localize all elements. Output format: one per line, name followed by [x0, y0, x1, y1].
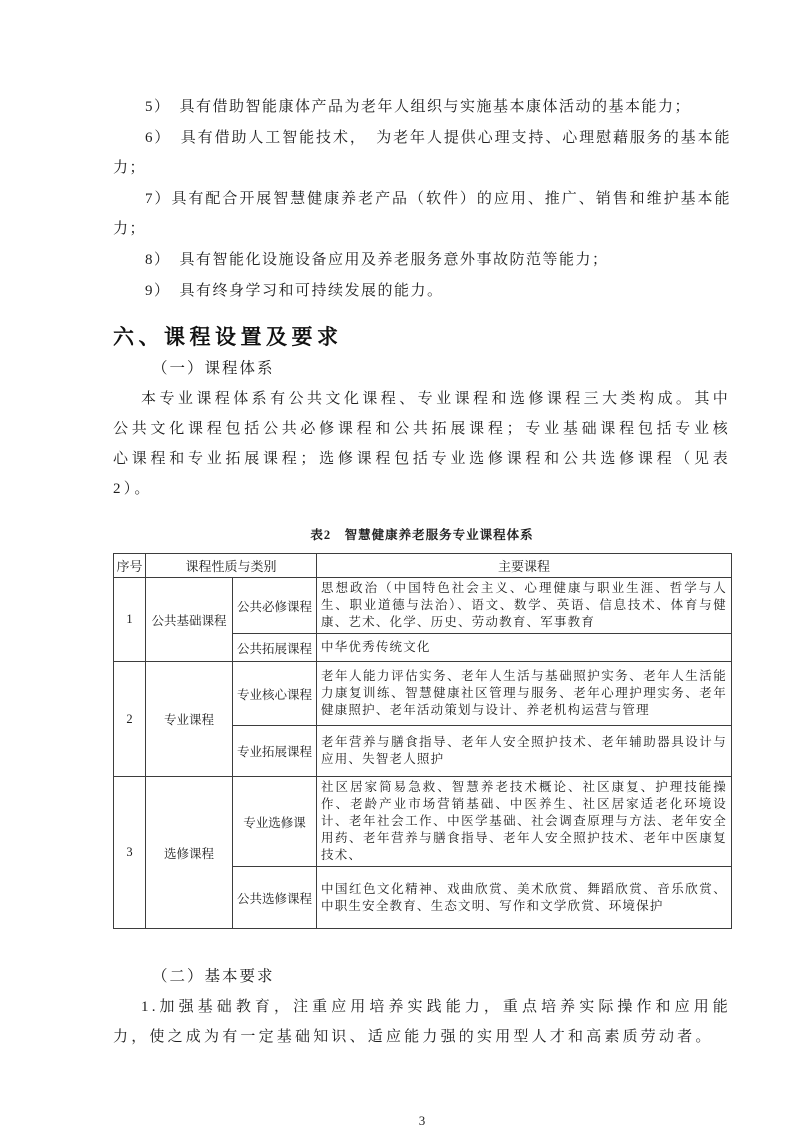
row-no: 3	[114, 777, 146, 929]
subsection-2-paragraph: 1.加强基础教育，注重应用培养实践能力，重点培养实际操作和应用能力，使之成为有一定基础知识、适应能力强的实用型人才和高素质劳动者。	[113, 999, 731, 1045]
course-table	[113, 553, 732, 929]
header-cell-category: 课程性质与类别	[146, 554, 317, 578]
row-category: 公共基础课程	[146, 578, 233, 662]
table-header-row	[114, 554, 732, 578]
row-subtype: 公共选修课程	[233, 867, 317, 929]
list-item-6: 6） 具有借助人工智能技术， 为老年人提供心理支持、心理慰藉服务的基本能力；	[113, 130, 731, 176]
page-number: 3	[418, 1113, 426, 1128]
section-heading: 六、课程设置及要求	[113, 326, 343, 349]
row-subtype: 公共必修课程	[233, 578, 317, 634]
row-no: 1	[114, 578, 146, 662]
subsection-1-paragraph: 本专业课程体系有公共文化课程、专业课程和选修课程三大类构成。其中公共文化课程包括公共必修课程和公共拓展课程；专业基础课程包括专业核心课程和专业拓展课程；选修课程包括专业选修课程和公共选修课程（见表2）。	[113, 391, 731, 497]
row-courses: 中华优秀传统文化	[317, 634, 732, 662]
row-courses: 中国红色文化精神、戏曲欣赏、美术欣赏、舞蹈欣赏、音乐欣赏、中职生安全教育、生态文明、写作和文学欣赏、环境保护	[317, 867, 732, 929]
subsection-2-title: （二）基本要求	[152, 968, 275, 985]
row-subtype: 专业选修课	[233, 777, 317, 867]
header-cell-no: 序号	[114, 554, 146, 578]
row-subtype: 专业拓展课程	[233, 726, 317, 777]
row-courses: 思想政治（中国特色社会主义、心理健康与职业生涯、哲学与人生、职业道德与法治）、语文、数学、英语、信息技术、体育与健康、艺术、化学、历史、劳动教育、军事教育	[317, 578, 732, 634]
table-row	[114, 578, 732, 634]
row-courses: 社区居家简易急救、智慧养老技术概论、社区康复、护理技能操作、老龄产业市场营销基础、中医养生、社区居家适老化环境设计、老年社会工作、中医学基础、社会调查原理与方法、老年安全用药、老年营养与膳食指导、老年人安全照护技术、老年中医康复技术、	[317, 777, 732, 867]
row-category: 专业课程	[146, 662, 233, 777]
header-cell-courses: 主要课程	[317, 554, 732, 578]
row-courses: 老年人能力评估实务、老年人生活与基础照护实务、老年人生活能力康复训练、智慧健康社区管理与服务、老年心理护理实务、老年健康照护、老年活动策划与设计、养老机构运营与管理	[317, 662, 732, 726]
row-subtype: 公共拓展课程	[233, 634, 317, 662]
table-caption: 表2 智慧健康养老服务专业课程体系	[310, 528, 534, 542]
list-item-7: 7）具有配合开展智慧健康养老产品（软件）的应用、推广、销售和维护基本能力；	[113, 191, 731, 237]
row-courses: 老年营养与膳食指导、老年人安全照护技术、老年辅助器具设计与应用、失智老人照护	[317, 726, 732, 777]
list-item-9: 9） 具有终身学习和可持续发展的能力。	[145, 283, 444, 299]
table-row	[114, 662, 732, 726]
list-item-8: 8） 具有智能化设施设备应用及养老服务意外事故防范等能力；	[145, 252, 609, 268]
row-no: 2	[114, 662, 146, 777]
subsection-1-title: （一）课程体系	[152, 360, 275, 377]
table-row	[114, 777, 732, 867]
row-category: 选修课程	[146, 777, 233, 929]
row-subtype: 专业核心课程	[233, 662, 317, 726]
list-item-5: 5） 具有借助智能康体产品为老年人组织与实施基本康体活动的基本能力；	[145, 99, 692, 115]
